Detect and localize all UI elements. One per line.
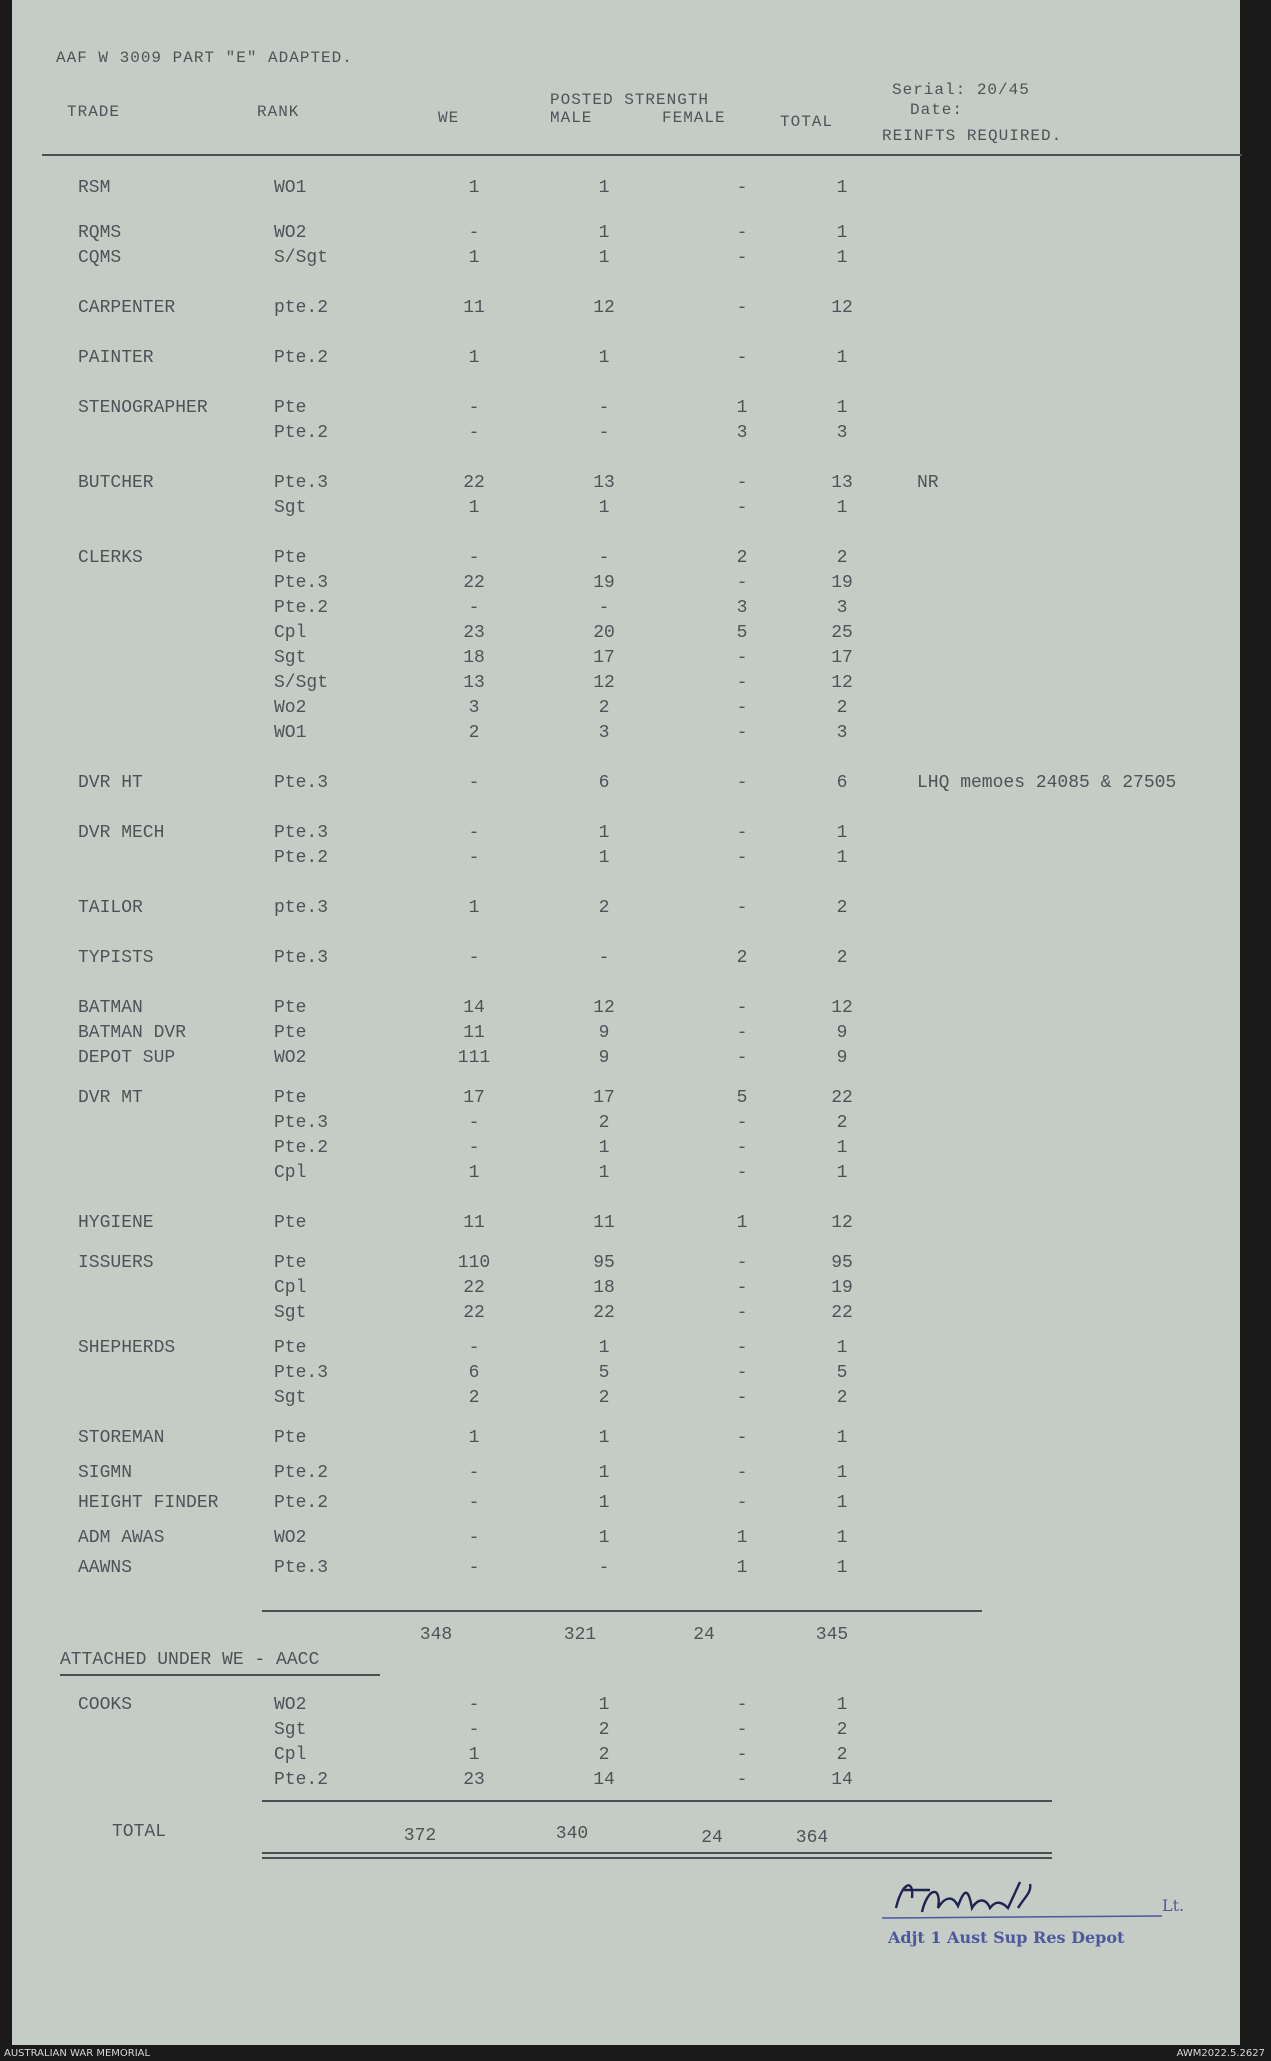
grand-total-rule-1 bbox=[262, 1852, 1052, 1854]
cell-female: - bbox=[736, 1720, 748, 1740]
cell-total: 2 bbox=[836, 698, 848, 718]
cell-we: 22 bbox=[463, 573, 485, 593]
cell-total: 14 bbox=[831, 1770, 853, 1790]
cell-rank: Cpl bbox=[274, 623, 307, 643]
cell-trade: SIGMN bbox=[78, 1463, 133, 1483]
cell-rank: Pte bbox=[274, 1023, 307, 1043]
grand-total-rule-2 bbox=[262, 1857, 1052, 1859]
cell-we: - bbox=[468, 1463, 480, 1483]
cell-female: 5 bbox=[736, 623, 748, 643]
cell-we: 22 bbox=[463, 473, 485, 493]
cell-male: 20 bbox=[593, 623, 615, 643]
subtotal-rule bbox=[262, 1610, 982, 1612]
cell-trade: BATMAN DVR bbox=[78, 1023, 187, 1043]
cell-we: - bbox=[468, 1720, 480, 1740]
cell-rank: Pte bbox=[274, 548, 307, 568]
cell-male: 1 bbox=[598, 1463, 610, 1483]
cell-male: 14 bbox=[593, 1770, 615, 1790]
grand-total-male: 340 bbox=[555, 1824, 589, 1844]
cell-male: - bbox=[598, 1558, 610, 1578]
cell-rank: Pte.2 bbox=[274, 423, 329, 443]
cell-total: 9 bbox=[836, 1023, 848, 1043]
cell-rank: S/Sgt bbox=[274, 673, 329, 693]
cell-female: - bbox=[736, 298, 748, 318]
col-header-male: MALE bbox=[550, 109, 593, 127]
cell-male: 2 bbox=[598, 898, 610, 918]
cell-female: - bbox=[736, 1253, 748, 1273]
header-rule bbox=[42, 154, 1242, 156]
cell-trade: ADM AWAS bbox=[78, 1528, 165, 1548]
cell-total: 2 bbox=[836, 1745, 848, 1765]
cell-total: 2 bbox=[836, 548, 848, 568]
col-header-posted-strength: POSTED STRENGTH bbox=[550, 91, 710, 109]
cell-male: 22 bbox=[593, 1303, 615, 1323]
cell-male: 1 bbox=[598, 498, 610, 518]
cell-trade: HEIGHT FINDER bbox=[78, 1493, 219, 1513]
cell-rank: Sgt bbox=[274, 1303, 307, 1323]
cell-total: 12 bbox=[831, 1213, 853, 1233]
cell-we: - bbox=[468, 948, 480, 968]
cell-female: - bbox=[736, 1493, 748, 1513]
grand-total-we: 372 bbox=[403, 1826, 437, 1846]
cell-male: 2 bbox=[598, 1388, 610, 1408]
cell-female: - bbox=[736, 1770, 748, 1790]
cell-total: 1 bbox=[836, 248, 848, 268]
cell-total: 1 bbox=[836, 1138, 848, 1158]
cell-trade: AAWNS bbox=[78, 1558, 133, 1578]
cell-rank: Sgt bbox=[274, 1388, 307, 1408]
cell-we: 1 bbox=[468, 898, 480, 918]
cell-we: 3 bbox=[468, 698, 480, 718]
cell-total: 1 bbox=[836, 178, 848, 198]
cell-male: 2 bbox=[598, 1113, 610, 1133]
cell-female: - bbox=[736, 348, 748, 368]
cell-trade: TYPISTS bbox=[78, 948, 154, 968]
cell-trade: DVR HT bbox=[78, 773, 143, 793]
cell-female: - bbox=[736, 673, 748, 693]
cell-total: 25 bbox=[831, 623, 853, 643]
cell-total: 1 bbox=[836, 1338, 848, 1358]
cell-we: - bbox=[468, 1138, 480, 1158]
cell-total: 19 bbox=[831, 573, 853, 593]
cell-female: - bbox=[736, 1303, 748, 1323]
archive-credit: AUSTRALIAN WAR MEMORIAL bbox=[4, 2048, 151, 2059]
cell-female: - bbox=[736, 1363, 748, 1383]
cell-female: - bbox=[736, 773, 748, 793]
cell-we: 1 bbox=[468, 1428, 480, 1448]
cell-we: 2 bbox=[468, 723, 480, 743]
cell-trade: DEPOT SUP bbox=[78, 1048, 176, 1068]
cell-male: 11 bbox=[593, 1213, 615, 1233]
cell-total: 2 bbox=[836, 898, 848, 918]
cell-female: - bbox=[736, 1138, 748, 1158]
cell-male: 1 bbox=[598, 223, 610, 243]
cell-rank: Cpl bbox=[274, 1745, 307, 1765]
cell-male: 9 bbox=[598, 1048, 610, 1068]
cell-we: 13 bbox=[463, 673, 485, 693]
cell-male: 17 bbox=[593, 1088, 615, 1108]
cell-total: 1 bbox=[836, 823, 848, 843]
cell-we: 1 bbox=[468, 248, 480, 268]
grand-total-total: 364 bbox=[795, 1828, 829, 1848]
cell-we: - bbox=[468, 848, 480, 868]
cell-female: - bbox=[736, 1278, 748, 1298]
cell-we: - bbox=[468, 548, 480, 568]
attached-heading: ATTACHED UNDER WE - AACC bbox=[60, 1650, 320, 1670]
cell-we: 11 bbox=[463, 1023, 485, 1043]
archive-reference: AWM2022.5.2627 bbox=[1176, 2048, 1265, 2059]
cell-total: 17 bbox=[831, 648, 853, 668]
cell-trade: CQMS bbox=[78, 248, 122, 268]
cell-rank: Pte.2 bbox=[274, 1138, 329, 1158]
cell-we: - bbox=[468, 1528, 480, 1548]
cell-total: 1 bbox=[836, 498, 848, 518]
cell-rank: Cpl bbox=[274, 1163, 307, 1183]
cell-female: - bbox=[736, 1428, 748, 1448]
cell-total: 2 bbox=[836, 1388, 848, 1408]
cell-female: - bbox=[736, 1388, 748, 1408]
cell-total: 1 bbox=[836, 398, 848, 418]
cell-we: 22 bbox=[463, 1303, 485, 1323]
cell-trade: BATMAN bbox=[78, 998, 143, 1018]
cell-male: 1 bbox=[598, 823, 610, 843]
cell-we: - bbox=[468, 1493, 480, 1513]
cell-trade: PAINTER bbox=[78, 348, 154, 368]
cell-female: 1 bbox=[736, 398, 748, 418]
cell-male: 12 bbox=[593, 673, 615, 693]
cell-trade: SHEPHERDS bbox=[78, 1338, 176, 1358]
cell-total: 1 bbox=[836, 1163, 848, 1183]
cell-rank: Pte bbox=[274, 1088, 307, 1108]
cell-male: 1 bbox=[598, 1338, 610, 1358]
cell-we: 110 bbox=[457, 1253, 491, 1273]
cell-female: - bbox=[736, 1695, 748, 1715]
cell-male: 1 bbox=[598, 1138, 610, 1158]
cell-male: 18 bbox=[593, 1278, 615, 1298]
col-header-total: TOTAL bbox=[780, 113, 834, 131]
cell-total: 1 bbox=[836, 223, 848, 243]
cell-female: 1 bbox=[736, 1213, 748, 1233]
cell-total: 9 bbox=[836, 1048, 848, 1068]
cell-total: 1 bbox=[836, 1528, 848, 1548]
cell-female: - bbox=[736, 473, 748, 493]
cell-total: 95 bbox=[831, 1253, 853, 1273]
cell-total: 12 bbox=[831, 673, 853, 693]
date-label: Date: bbox=[910, 101, 964, 119]
cell-male: 9 bbox=[598, 1023, 610, 1043]
col-header-female: FEMALE bbox=[662, 109, 726, 127]
cell-we: 1 bbox=[468, 348, 480, 368]
cell-male: - bbox=[598, 398, 610, 418]
cell-rank: Pte.2 bbox=[274, 1770, 329, 1790]
subtotal-female: 24 bbox=[693, 1625, 715, 1645]
cell-rank: WO1 bbox=[274, 178, 307, 198]
cell-male: 6 bbox=[598, 773, 610, 793]
cell-we: 14 bbox=[463, 998, 485, 1018]
cell-trade: STENOGRAPHER bbox=[78, 398, 208, 418]
cell-rank: Pte bbox=[274, 1338, 307, 1358]
cell-trade: CLERKS bbox=[78, 548, 143, 568]
cell-trade: DVR MECH bbox=[78, 823, 165, 843]
cell-male: 17 bbox=[593, 648, 615, 668]
cell-female: - bbox=[736, 1113, 748, 1133]
cell-male: 1 bbox=[598, 1163, 610, 1183]
cell-we: - bbox=[468, 1338, 480, 1358]
cell-total: 6 bbox=[836, 773, 848, 793]
cell-female: 1 bbox=[736, 1558, 748, 1578]
subtotal-we: 348 bbox=[419, 1625, 453, 1645]
cell-we: 22 bbox=[463, 1278, 485, 1298]
cell-female: - bbox=[736, 248, 748, 268]
attached-heading-underline bbox=[60, 1674, 380, 1676]
cell-male: 95 bbox=[593, 1253, 615, 1273]
cell-rank: Pte bbox=[274, 398, 307, 418]
col-header-we: WE bbox=[438, 109, 460, 127]
cell-rank: pte.3 bbox=[274, 898, 329, 918]
cell-we: 2 bbox=[468, 1388, 480, 1408]
cell-rank: Pte.3 bbox=[274, 948, 329, 968]
cell-male: 12 bbox=[593, 998, 615, 1018]
cell-trade: RSM bbox=[78, 178, 111, 198]
cell-female: 3 bbox=[736, 598, 748, 618]
cell-rank: Pte.3 bbox=[274, 773, 329, 793]
cell-remark: NR bbox=[917, 473, 939, 493]
cell-male: 2 bbox=[598, 1745, 610, 1765]
cell-rank: Pte.3 bbox=[274, 823, 329, 843]
cell-total: 19 bbox=[831, 1278, 853, 1298]
cell-male: 2 bbox=[598, 698, 610, 718]
signature-title: Adjt 1 Aust Sup Res Depot bbox=[888, 1928, 1125, 1947]
cell-we: - bbox=[468, 1558, 480, 1578]
cell-female: 1 bbox=[736, 1528, 748, 1548]
cell-total: 3 bbox=[836, 723, 848, 743]
cell-trade: BUTCHER bbox=[78, 473, 154, 493]
cell-total: 2 bbox=[836, 1113, 848, 1133]
cell-female: - bbox=[736, 178, 748, 198]
cell-we: 1 bbox=[468, 498, 480, 518]
cell-female: - bbox=[736, 223, 748, 243]
cell-we: 11 bbox=[463, 1213, 485, 1233]
cell-we: 11 bbox=[463, 298, 485, 318]
cell-we: - bbox=[468, 773, 480, 793]
cell-male: 1 bbox=[598, 348, 610, 368]
cell-total: 1 bbox=[836, 1463, 848, 1483]
cell-we: 17 bbox=[463, 1088, 485, 1108]
cell-remark: LHQ memoes 24085 & 27505 bbox=[917, 773, 1177, 793]
cell-we: 111 bbox=[457, 1048, 491, 1068]
cell-female: - bbox=[736, 698, 748, 718]
cell-we: 1 bbox=[468, 1745, 480, 1765]
cell-rank: Pte bbox=[274, 998, 307, 1018]
cell-rank: WO2 bbox=[274, 1528, 307, 1548]
cell-male: - bbox=[598, 423, 610, 443]
document-page bbox=[12, 0, 1240, 2045]
col-header-rank: RANK bbox=[257, 103, 300, 121]
cell-total: 1 bbox=[836, 348, 848, 368]
cell-female: - bbox=[736, 998, 748, 1018]
cell-rank: Pte.3 bbox=[274, 1558, 329, 1578]
col-header-reinfts: REINFTS REQUIRED. bbox=[882, 127, 1063, 145]
cell-we: 18 bbox=[463, 648, 485, 668]
cell-male: 1 bbox=[598, 178, 610, 198]
cell-total: 2 bbox=[836, 948, 848, 968]
cell-rank: Pte.2 bbox=[274, 848, 329, 868]
cell-rank: pte.2 bbox=[274, 298, 329, 318]
cell-trade: ISSUERS bbox=[78, 1253, 154, 1273]
cell-male: - bbox=[598, 548, 610, 568]
cell-male: 1 bbox=[598, 1528, 610, 1548]
cell-we: 23 bbox=[463, 623, 485, 643]
cell-rank: WO1 bbox=[274, 723, 307, 743]
col-header-trade: TRADE bbox=[67, 103, 121, 121]
cell-rank: Sgt bbox=[274, 1720, 307, 1740]
cell-we: - bbox=[468, 823, 480, 843]
cell-female: 3 bbox=[736, 423, 748, 443]
cell-we: 23 bbox=[463, 1770, 485, 1790]
form-title: AAF W 3009 PART "E" ADAPTED. bbox=[56, 49, 353, 67]
cell-rank: Pte.3 bbox=[274, 1363, 329, 1383]
cell-rank: Pte.2 bbox=[274, 348, 329, 368]
cell-male: 2 bbox=[598, 1720, 610, 1740]
cell-female: - bbox=[736, 898, 748, 918]
cell-trade: STOREMAN bbox=[78, 1428, 165, 1448]
subtotal-total: 345 bbox=[815, 1625, 849, 1645]
cell-trade: HYGIENE bbox=[78, 1213, 154, 1233]
cell-total: 2 bbox=[836, 1720, 848, 1740]
cell-female: - bbox=[736, 1048, 748, 1068]
grand-total-female: 24 bbox=[701, 1828, 723, 1848]
cell-rank: S/Sgt bbox=[274, 248, 329, 268]
cell-we: - bbox=[468, 1113, 480, 1133]
cell-rank: Sgt bbox=[274, 498, 307, 518]
cell-total: 1 bbox=[836, 1428, 848, 1448]
cell-trade: CARPENTER bbox=[78, 298, 176, 318]
cell-male: 1 bbox=[598, 1493, 610, 1513]
cell-male: 1 bbox=[598, 248, 610, 268]
cell-male: 3 bbox=[598, 723, 610, 743]
cell-male: 1 bbox=[598, 1695, 610, 1715]
cell-female: - bbox=[736, 1163, 748, 1183]
cell-we: - bbox=[468, 398, 480, 418]
cell-female: - bbox=[736, 1745, 748, 1765]
cell-rank: Wo2 bbox=[274, 698, 307, 718]
cell-female: 5 bbox=[736, 1088, 748, 1108]
cell-total: 22 bbox=[831, 1303, 853, 1323]
cell-we: - bbox=[468, 423, 480, 443]
cell-total: 1 bbox=[836, 1558, 848, 1578]
cell-male: 1 bbox=[598, 848, 610, 868]
cell-trade: COOKS bbox=[78, 1695, 133, 1715]
cell-rank: Pte.2 bbox=[274, 1463, 329, 1483]
cell-we: 6 bbox=[468, 1363, 480, 1383]
cell-male: 1 bbox=[598, 1428, 610, 1448]
cell-female: - bbox=[736, 498, 748, 518]
cell-total: 12 bbox=[831, 298, 853, 318]
cell-rank: Pte bbox=[274, 1213, 307, 1233]
cell-female: - bbox=[736, 648, 748, 668]
serial-number: Serial: 20/45 bbox=[892, 81, 1030, 99]
cell-trade: TAILOR bbox=[78, 898, 143, 918]
signature-rank: Lt. bbox=[1162, 1896, 1185, 1915]
cell-rank: Pte.3 bbox=[274, 1113, 329, 1133]
cell-male: 19 bbox=[593, 573, 615, 593]
cell-male: 12 bbox=[593, 298, 615, 318]
cell-female: - bbox=[736, 573, 748, 593]
cell-female: - bbox=[736, 1463, 748, 1483]
cell-male: - bbox=[598, 598, 610, 618]
cell-rank: Pte bbox=[274, 1428, 307, 1448]
cell-rank: Pte.3 bbox=[274, 573, 329, 593]
cell-total: 1 bbox=[836, 1695, 848, 1715]
cell-female: 2 bbox=[736, 548, 748, 568]
cell-female: 2 bbox=[736, 948, 748, 968]
cell-total: 3 bbox=[836, 423, 848, 443]
cell-total: 13 bbox=[831, 473, 853, 493]
cell-rank: Cpl bbox=[274, 1278, 307, 1298]
cell-we: - bbox=[468, 598, 480, 618]
cell-rank: WO2 bbox=[274, 1695, 307, 1715]
cooks-rule bbox=[262, 1800, 1052, 1802]
cell-rank: Pte.2 bbox=[274, 598, 329, 618]
cell-we: 1 bbox=[468, 178, 480, 198]
cell-rank: WO2 bbox=[274, 223, 307, 243]
cell-female: - bbox=[736, 823, 748, 843]
cell-total: 22 bbox=[831, 1088, 853, 1108]
cell-total: 1 bbox=[836, 1493, 848, 1513]
cell-male: 5 bbox=[598, 1363, 610, 1383]
cell-trade: DVR MT bbox=[78, 1088, 143, 1108]
cell-female: - bbox=[736, 848, 748, 868]
cell-female: - bbox=[736, 1338, 748, 1358]
cell-rank: WO2 bbox=[274, 1048, 307, 1068]
grand-total-label: TOTAL bbox=[112, 1822, 167, 1842]
cell-female: - bbox=[736, 723, 748, 743]
cell-rank: Pte.3 bbox=[274, 473, 329, 493]
cell-we: - bbox=[468, 1695, 480, 1715]
cell-we: 1 bbox=[468, 1163, 480, 1183]
subtotal-male: 321 bbox=[563, 1625, 597, 1645]
cell-rank: Sgt bbox=[274, 648, 307, 668]
cell-rank: Pte bbox=[274, 1253, 307, 1273]
handwritten-signature bbox=[882, 1868, 1162, 1928]
cell-we: - bbox=[468, 223, 480, 243]
cell-male: - bbox=[598, 948, 610, 968]
cell-total: 3 bbox=[836, 598, 848, 618]
cell-male: 13 bbox=[593, 473, 615, 493]
cell-rank: Pte.2 bbox=[274, 1493, 329, 1513]
cell-total: 5 bbox=[836, 1363, 848, 1383]
cell-total: 1 bbox=[836, 848, 848, 868]
cell-female: - bbox=[736, 1023, 748, 1043]
cell-total: 12 bbox=[831, 998, 853, 1018]
cell-trade: RQMS bbox=[78, 223, 122, 243]
